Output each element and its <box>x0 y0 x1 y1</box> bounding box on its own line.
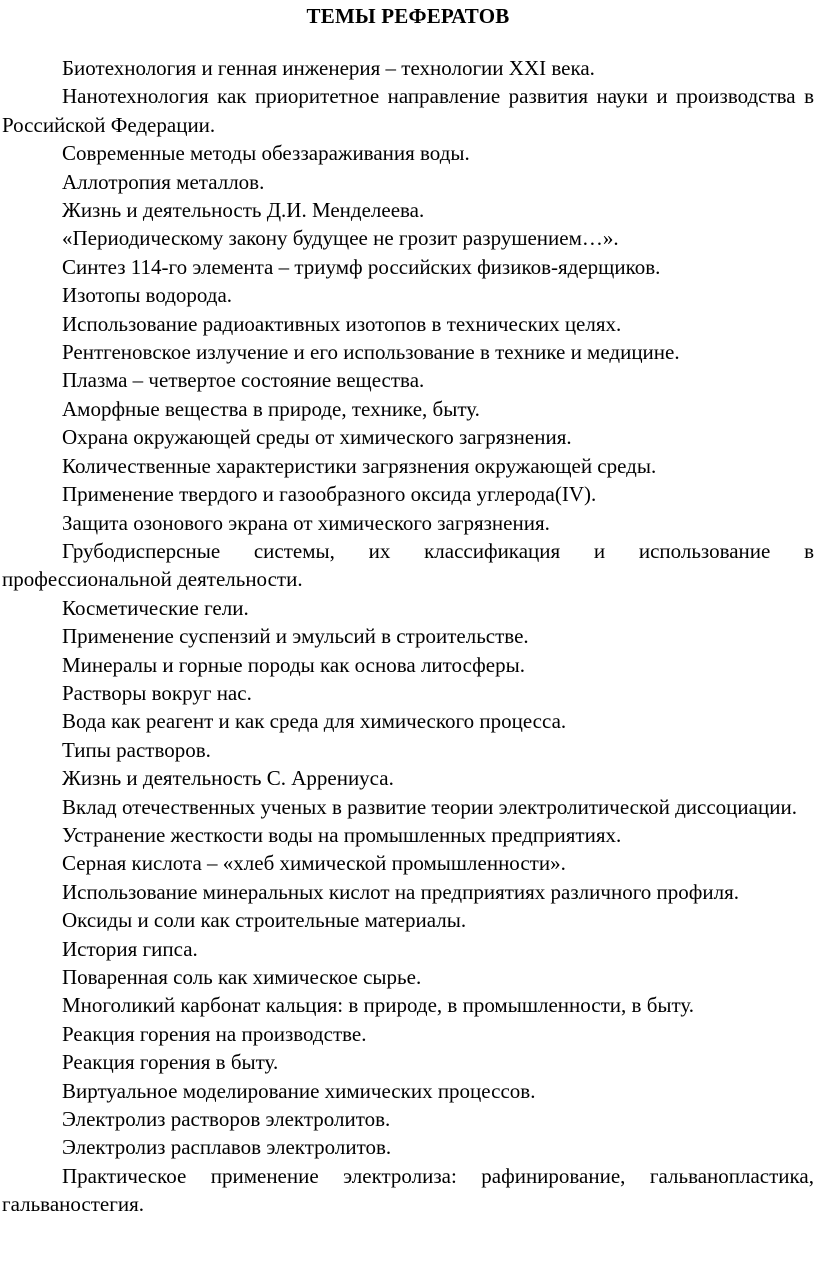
topic-item: Многоликий карбонат кальция: в природе, в промышленности, в быту. <box>62 993 695 1018</box>
topic-item: Электролиз растворов электролитов. <box>62 1107 391 1132</box>
topic-item: Вода как реагент и как среда для химического процесса. <box>62 709 567 734</box>
page-title: ТЕМЫ РЕФЕРАТОВ <box>306 4 510 28</box>
topic-item: Оксиды и соли как строительные материалы. <box>62 908 467 933</box>
topic-item: Современные методы обеззараживания воды. <box>62 141 470 166</box>
topic-item: Нанотехнология как приоритетное направление развития науки и производства в Российской Федерации. <box>2 84 814 137</box>
topic-item: Практическое применение электролиза: рафинирование, гальванопластика, гальваностегия. <box>2 1163 814 1217</box>
topic-item: Использование радиоактивных изотопов в технических целях. <box>62 311 622 336</box>
topic-item: Биотехнология и генная инженерия – технологии XXI века. <box>62 56 595 80</box>
topic-item: Грубодисперсные системы, их классификация и использование в профессиональной деятельности. <box>2 538 814 592</box>
topic-item: Типы растворов. <box>62 737 211 762</box>
topic-item: Поваренная соль как химическое сырье. <box>62 965 422 989</box>
topic-item: Количественные характеристики загрязнения окружающей среды. <box>62 453 657 478</box>
topic-item: Реакция горения в быту. <box>62 1050 279 1075</box>
topic-item: Синтез 114-го элемента – триумф российских физиков-ядерщиков. <box>62 254 661 279</box>
topic-item: Реакция горения на производстве. <box>62 1021 367 1046</box>
topic-item: Аморфные вещества в природе, технике, быту. <box>62 396 480 421</box>
topic-item: Устранение жесткости воды на промышленных предприятиях. <box>62 822 622 847</box>
topic-item: Применение суспензий и эмульсий в строительстве. <box>62 624 529 649</box>
topic-item: Плазма – четвертое состояние вещества. <box>62 368 425 393</box>
topic-item: Жизнь и деятельность С. Аррениуса. <box>62 766 394 791</box>
topic-item: Минералы и горные породы как основа литосферы. <box>62 652 525 677</box>
topic-item: Рентгеновское излучение и его использование в технике и медицине. <box>62 340 680 365</box>
topic-item: Аллотропия металлов. <box>62 169 265 194</box>
topic-item: Электролиз расплавов электролитов. <box>62 1135 392 1160</box>
topic-item: Косметические гели. <box>62 595 249 620</box>
topic-item: Изотопы водорода. <box>62 283 233 308</box>
topic-item: История гипса. <box>62 936 198 961</box>
topic-item: Серная кислота – «хлеб химической промышленности». <box>62 851 566 876</box>
topic-item: Виртуальное моделирование химических процессов. <box>62 1078 536 1103</box>
topic-item: «Периодическому закону будущее не грозит разрушением…». <box>62 226 619 251</box>
topic-item: Использование минеральных кислот на предприятиях различного профиля. <box>62 879 740 904</box>
topic-item: Применение твердого и газообразного оксида углерода(IV). <box>62 482 597 507</box>
topic-item: Охрана окружающей среды от химического загрязнения. <box>62 425 572 450</box>
topic-item: Защита озонового экрана от химического загрязнения. <box>62 510 550 535</box>
topic-list <box>2 54 814 1219</box>
topic-item: Растворы вокруг нас. <box>62 680 252 705</box>
topic-item: Жизнь и деятельность Д.И. Менделеева. <box>62 198 425 223</box>
topic-item: Вклад отечественных ученых в развитие теории электролитической диссоциации. <box>62 794 797 819</box>
